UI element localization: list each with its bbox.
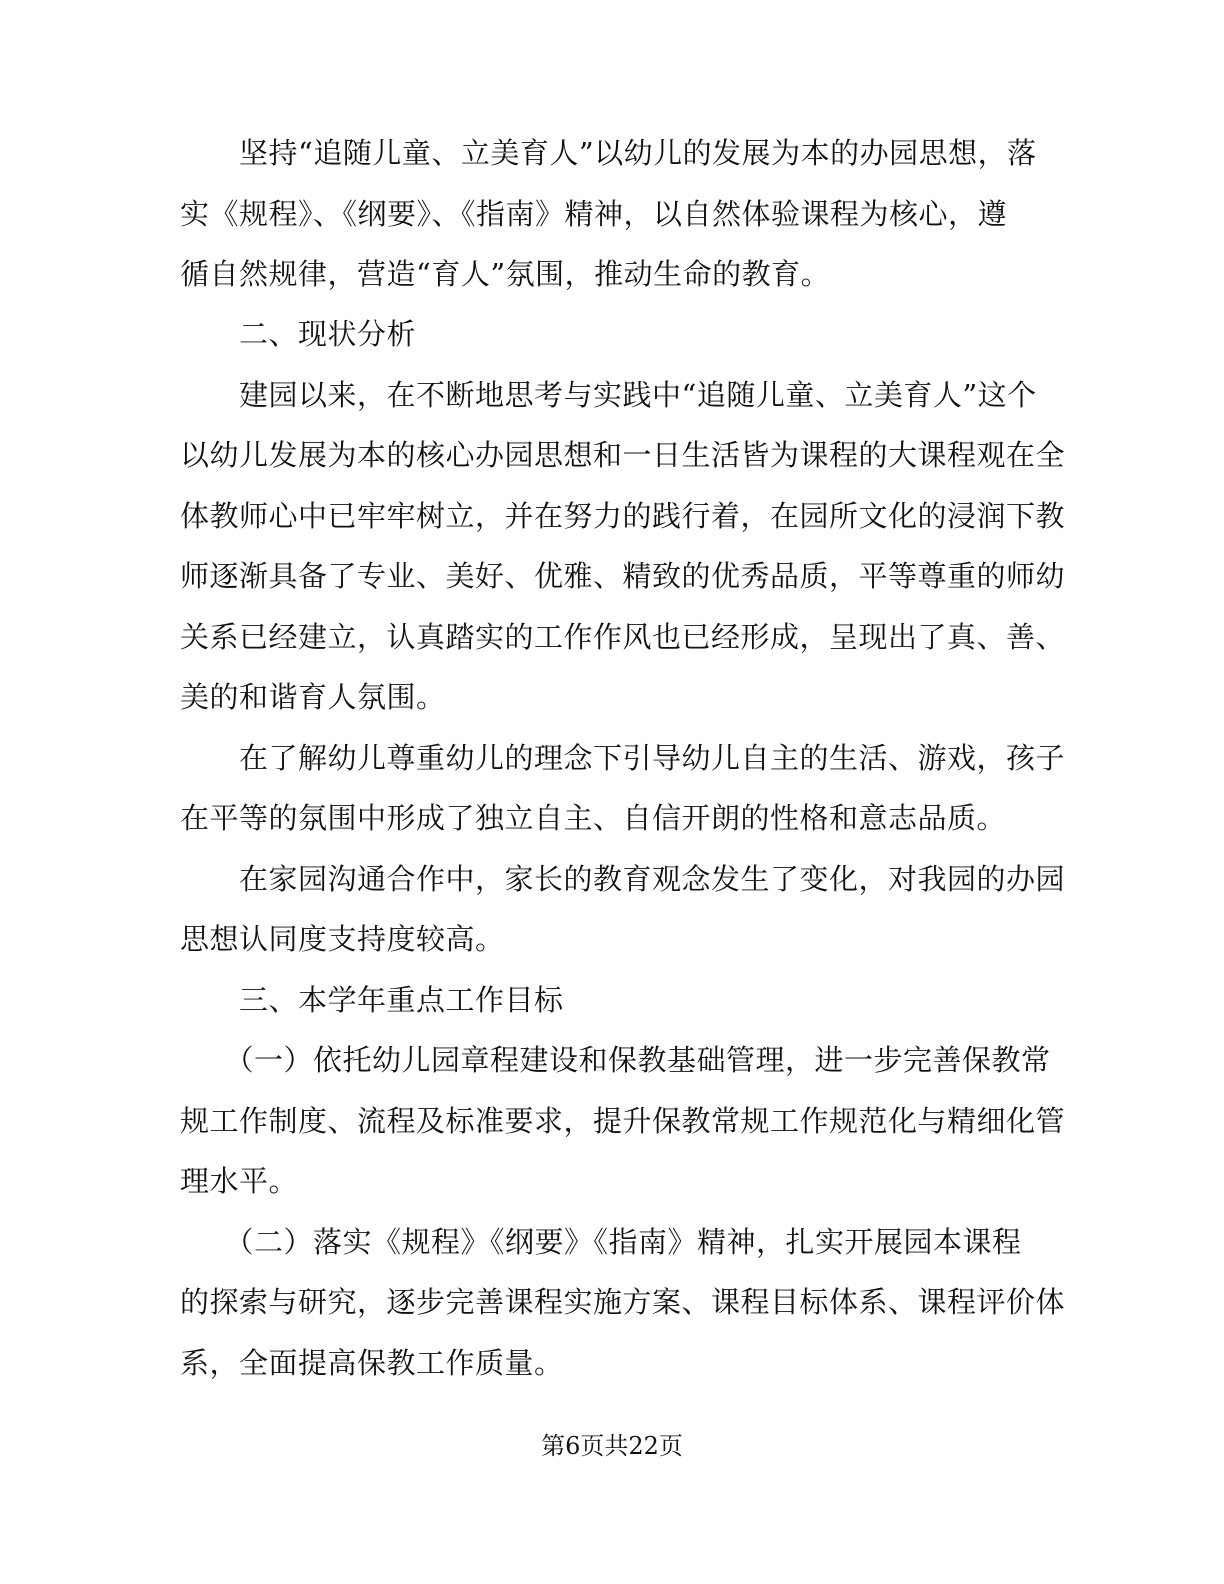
paragraph-4-line-1: 在了解幼儿尊重幼儿的理念下引导幼儿自主的生活、游戏，孩子 — [180, 741, 1066, 775]
paragraph-7-line-2: 规工作制度、流程及标准要求，提升保教常规工作规范化与精细化管 — [180, 1104, 1066, 1138]
paragraph-3-line-2: 以幼儿发展为本的核心办园思想和一日生活皆为课程的大课程观在全 — [180, 438, 1066, 472]
paragraph-8-line-2: 的探索与研究，逐步完善课程实施方案、课程目标体系、课程评价体 — [180, 1285, 1066, 1319]
paragraph-1-line-1: 坚持“追随儿童、立美育人”以幼儿的发展为本的办园思想，落 — [180, 136, 1037, 170]
paragraph-7-line-1: （一）依托幼儿园章程建设和保教基础管理，进一步完善保教常 — [180, 1043, 1051, 1077]
paragraph-5-line-1: 在家园沟通合作中，家长的教育观念发生了变化，对我园的办园 — [180, 862, 1066, 896]
page-number-footer: 第6页共22页 — [541, 1432, 683, 1460]
paragraph-4-line-2: 在平等的氛围中形成了独立自主、自信开朗的性格和意志品质。 — [180, 801, 1007, 835]
paragraph-7-line-3: 理水平。 — [180, 1164, 299, 1198]
paragraph-3-line-4: 师逐渐具备了专业、美好、优雅、精致的优秀品质，平等尊重的师幼 — [180, 559, 1066, 593]
section-heading-3: 三、本学年重点工作目标 — [180, 983, 564, 1017]
section-heading-2: 二、现状分析 — [180, 317, 417, 351]
paragraph-3-line-1: 建园以来，在不断地思考与实践中“追随儿童、立美育人”这个 — [180, 378, 1037, 412]
paragraph-3-line-6: 美的和谐育人氛围。 — [180, 680, 446, 714]
paragraph-5-line-2: 思想认同度支持度较高。 — [180, 922, 505, 956]
paragraph-1-line-3: 循自然规律，营造“育人”氛围，推动生命的教育。 — [180, 257, 831, 291]
paragraph-8-line-3: 系，全面提高保教工作质量。 — [180, 1346, 564, 1380]
paragraph-1-line-2: 实《规程》、《纲要》、《指南》精神，以自然体验课程为核心，遵 — [180, 197, 1008, 231]
paragraph-3-line-3: 体教师心中已牢牢树立，并在努力的践行着，在园所文化的浸润下教 — [180, 499, 1066, 533]
paragraph-3-line-5: 关系已经建立，认真踏实的工作作风也已经形成，呈现出了真、善、 — [180, 620, 1066, 654]
paragraph-8-line-1: （二）落实《规程》《纲要》《指南》精神，扎实开展园本课程 — [180, 1225, 1022, 1259]
